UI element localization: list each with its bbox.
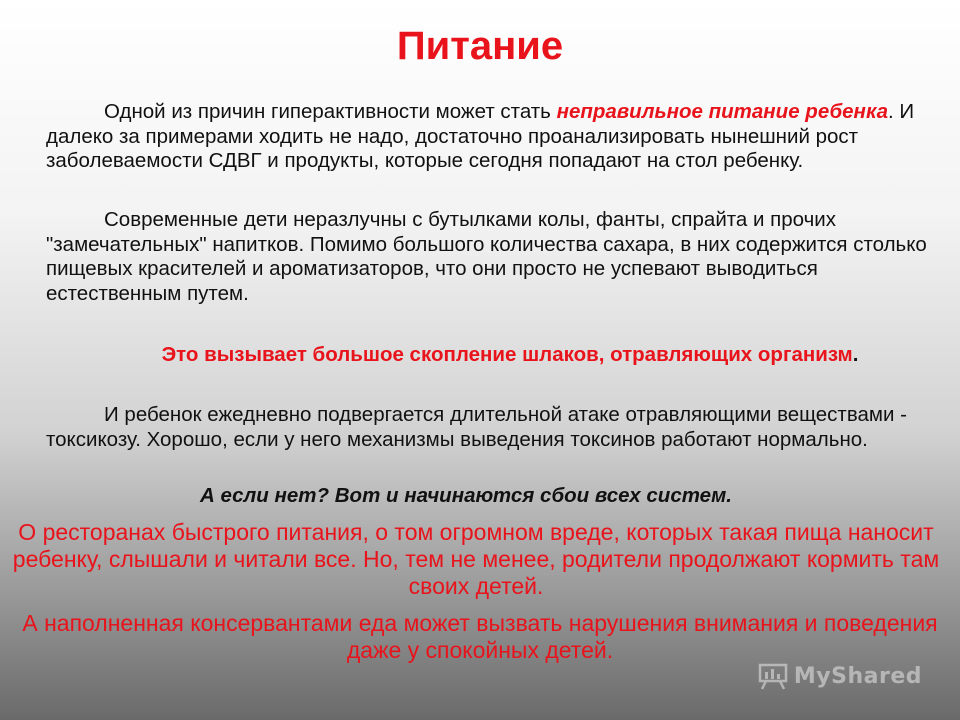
paragraph-toxins <box>60 343 960 368</box>
watermark-text: MyShared <box>793 663 922 689</box>
paragraph-drinks: Современные дети неразлучны с бутылками колы, фанты, спрайта и прочих "замечательных" напитков. Помимо большого количества сахара, в них содержится столько пищевых красителей и ароматизаторов, что они просто не успевают выводиться естественным путем. <box>46 208 927 305</box>
paragraph-cause-start: Одной из причин гиперактивности может стать <box>104 100 557 123</box>
paragraph-toxicosis: И ребенок ежедневно подвергается длительной атаке отравляющими веществами - токсикозу. Хорошо, если у него механизмы выведения токсинов работают нормально. <box>46 403 907 451</box>
paragraph-preservatives: А наполненная консервантами еда может вызвать нарушения внимания и поведения даже у спокойных детей. <box>22 610 938 663</box>
highlight-toxins: Это вызывает большое скопление шлаков, отравляющих организм <box>161 343 853 366</box>
paragraph-fast-food: О ресторанах быстрого питания, о том огромном вреде, которых такая пища наносит ребенку, слышали и читали все. Но, тем не менее, родители продолжают кормить там своих детей. <box>12 519 940 599</box>
paragraph-cause-end: . И далеко за примерами ходить не надо, достаточно проанализировать нынешний рост заболеваемости СДВГ и продукты, которые сегодня попадают на стол ребенку. <box>46 100 915 172</box>
highlight-bad-nutrition: неправильное питание ребенка <box>556 100 888 123</box>
slide-title: Питание <box>396 24 564 68</box>
paragraph-cause <box>46 100 926 174</box>
watermark <box>758 662 922 690</box>
presentation-board-icon <box>758 662 788 690</box>
paragraph-toxins-end: . <box>852 343 859 366</box>
paragraph-question: А если нет? Вот и начинаются сбои всех систем. <box>200 484 732 507</box>
